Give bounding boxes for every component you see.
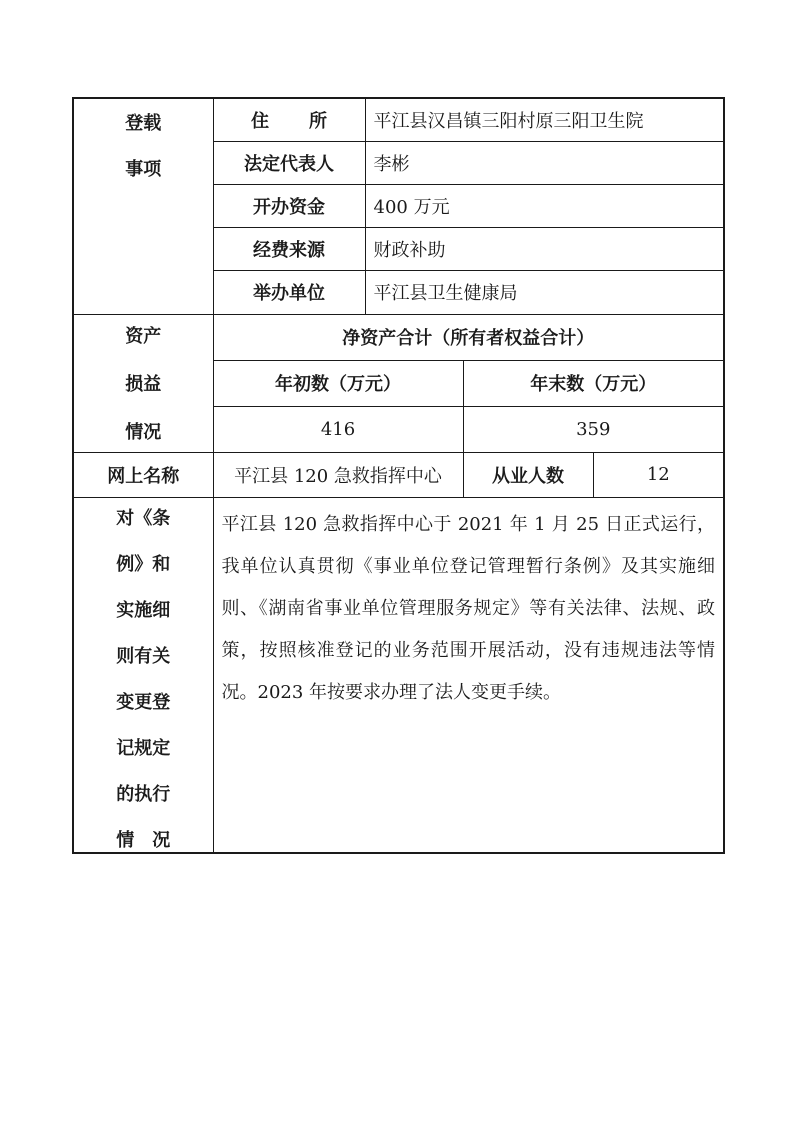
capital-label: 开办资金: [213, 184, 365, 227]
sponsor-label: 举办单位: [213, 270, 365, 314]
annual-report-table: [72, 97, 725, 854]
execution-section-label: [73, 497, 213, 853]
registration-label-line2: 事项: [125, 159, 162, 180]
assets-section-label: [73, 314, 213, 452]
begin-of-year-label: 年初数（万元）: [213, 360, 463, 406]
address-row: [73, 98, 724, 141]
execution-label-line: 情 况: [116, 829, 171, 851]
execution-label-line: 则有关: [116, 645, 171, 667]
net-assets-title: 净资产合计（所有者权益合计）: [213, 314, 724, 360]
execution-label-line: 例》和: [116, 553, 171, 575]
execution-label-line: 对《条: [116, 507, 171, 529]
funding-value: 财政补助: [365, 227, 724, 270]
online-name-value: 平江县 120 急救指挥中心: [213, 452, 463, 497]
registration-section-label: [73, 98, 213, 314]
assets-label-line1: 资产: [125, 326, 162, 347]
funding-label: 经费来源: [213, 227, 365, 270]
end-of-year-label: 年末数（万元）: [463, 360, 724, 406]
net-assets-title-row: [73, 314, 724, 360]
execution-description: 平江县 120 急救指挥中心于 2021 年 1 月 25 日正式运行，我单位认真贯彻《事业单位登记管理暂行条例》及其实施细则、《湖南省事业单位管理服务规定》等有关法律、法规、政策，按照核准登记的业务范围开展活动，没有违规违法等情况。2023 年按要求办理了法人变更手续。: [213, 497, 724, 853]
assets-label-line3: 情况: [125, 422, 162, 443]
assets-label-line2: 损益: [125, 374, 162, 395]
registration-label-line1: 登载: [125, 113, 162, 134]
capital-value: 400 万元: [365, 184, 724, 227]
address-label-part2: 所: [309, 110, 327, 132]
legal-rep-value: 李彬: [365, 141, 724, 184]
legal-rep-label: 法定代表人: [213, 141, 365, 184]
online-name-label: 网上名称: [73, 452, 213, 497]
execution-label-line: 变更登: [116, 691, 171, 713]
execution-label-line: 记规定: [116, 737, 171, 759]
sponsor-value: 平江县卫生健康局: [365, 270, 724, 314]
execution-label-line: 的执行: [116, 783, 171, 805]
address-label: [213, 98, 365, 141]
address-value: 平江县汉昌镇三阳村原三阳卫生院: [365, 98, 724, 141]
staff-count-value: 12: [593, 452, 724, 497]
address-label-part1: 住: [251, 110, 269, 132]
execution-row: [73, 497, 724, 853]
begin-of-year-value: 416: [213, 406, 463, 452]
staff-count-label: 从业人数: [463, 452, 593, 497]
execution-label-line: 实施细: [116, 599, 171, 621]
online-name-row: [73, 452, 724, 497]
end-of-year-value: 359: [463, 406, 724, 452]
